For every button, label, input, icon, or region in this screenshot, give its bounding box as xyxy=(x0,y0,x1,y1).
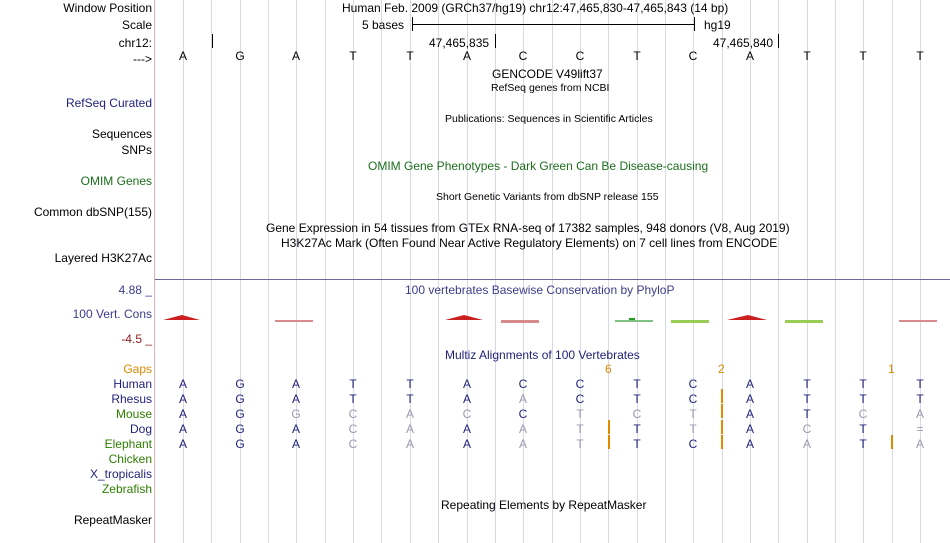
aligned-base: A xyxy=(462,422,471,436)
snps-label[interactable]: SNPs xyxy=(121,143,152,157)
aligned-base: A xyxy=(462,377,471,391)
aligned-base: T xyxy=(916,377,924,391)
cons-peak xyxy=(163,315,200,320)
grid-line xyxy=(211,0,212,543)
cons-peak xyxy=(727,315,767,320)
aligned-base: A xyxy=(405,407,414,421)
aligned-base: A xyxy=(462,437,471,451)
grid-line xyxy=(325,0,326,543)
gencode-track-title[interactable]: GENCODE V49lift37 xyxy=(492,67,603,81)
grid-line xyxy=(665,0,666,543)
publications-track-title: Publications: Sequences in Scientific Articles xyxy=(445,113,653,125)
cons-dip xyxy=(785,320,823,323)
aligned-base: T xyxy=(859,437,867,451)
aligned-base: C xyxy=(688,437,698,451)
reference-base: A xyxy=(178,49,187,63)
aligned-base: T xyxy=(689,422,697,436)
reference-base: C xyxy=(575,49,585,63)
insertion-marker xyxy=(891,435,893,449)
aligned-base: A xyxy=(291,437,300,451)
aligned-base: A xyxy=(745,422,754,436)
ruler-coord-1: 47,465,835 xyxy=(429,36,490,50)
grid-line xyxy=(892,0,893,543)
dbsnp-track-title: Short Genetic Variants from dbSNP release 155 xyxy=(436,191,659,203)
aligned-base: T xyxy=(576,437,584,451)
aligned-base: T xyxy=(406,377,414,391)
scale-label: Scale xyxy=(121,18,152,32)
omim-genes-label[interactable]: OMIM Genes xyxy=(80,174,152,188)
aligned-base: A xyxy=(462,392,471,406)
cons-dip xyxy=(501,320,539,323)
aligned-base: C xyxy=(575,377,585,391)
grid-line xyxy=(410,0,411,543)
reference-base: T xyxy=(916,49,924,63)
species-label-rhesus[interactable]: Rhesus xyxy=(111,392,152,406)
cons-track-title: 100 vertebrates Basewise Conservation by PhyloP xyxy=(405,283,675,297)
aligned-base: G xyxy=(235,392,245,406)
aligned-base: C xyxy=(858,407,868,421)
aligned-base: T xyxy=(859,392,867,406)
aligned-base: A xyxy=(178,377,187,391)
window-position-label: Window Position xyxy=(63,1,152,15)
species-label-zebrafish[interactable]: Zebrafish xyxy=(101,482,152,496)
conservation-plot xyxy=(155,310,950,330)
aligned-base: T xyxy=(406,392,414,406)
aligned-base: A xyxy=(291,377,300,391)
aligned-base: A xyxy=(745,377,754,391)
grid-line xyxy=(920,0,921,543)
cons-dip xyxy=(899,320,937,322)
insertion-marker xyxy=(721,420,723,434)
h3k27ac-track-title: H3K27Ac Mark (Often Found Near Active Regulatory Elements) on 7 cell lines from ENCODE xyxy=(281,236,778,250)
cons-peak xyxy=(629,318,635,320)
cons-dip xyxy=(615,320,653,322)
reference-base: C xyxy=(518,49,528,63)
ruler-coord-2: 47,465,840 xyxy=(713,36,774,50)
grid-line xyxy=(863,0,864,543)
aligned-base: T xyxy=(803,392,811,406)
species-label-dog[interactable]: Dog xyxy=(129,422,152,436)
aligned-base: T xyxy=(349,377,357,391)
grid-line xyxy=(722,0,723,543)
aligned-base: C xyxy=(688,392,698,406)
grid-line xyxy=(693,0,694,543)
aligned-base: A xyxy=(178,437,187,451)
reference-base: T xyxy=(803,49,811,63)
species-label-mouse[interactable]: Mouse xyxy=(115,407,152,421)
reference-base: T xyxy=(633,49,641,63)
aligned-base: C xyxy=(348,437,358,451)
aligned-base: = xyxy=(916,422,924,436)
gaps-label: Gaps xyxy=(123,362,152,376)
refseq-curated-label[interactable]: RefSeq Curated xyxy=(65,96,152,110)
strand-label: ---> xyxy=(133,52,152,66)
label-separator xyxy=(154,0,155,543)
cons-peak xyxy=(445,315,483,320)
insertion-marker xyxy=(721,404,723,418)
aligned-base: A xyxy=(802,437,811,451)
reference-base: G xyxy=(235,49,245,63)
species-label-elephant[interactable]: Elephant xyxy=(104,437,152,451)
aligned-base: T xyxy=(859,377,867,391)
aligned-base: A xyxy=(745,392,754,406)
aligned-base: T xyxy=(349,392,357,406)
grid-line xyxy=(637,0,638,543)
reference-base: A xyxy=(745,49,754,63)
insertion-marker xyxy=(721,389,723,403)
gtex-track-title: Gene Expression in 54 tissues from GTEx RNA-seq of 17382 samples, 948 donors (V8, Aug 2019) xyxy=(266,221,790,235)
aligned-base: A xyxy=(915,407,924,421)
gap-count: 6 xyxy=(605,362,612,376)
aligned-base: T xyxy=(633,392,641,406)
aligned-base: C xyxy=(348,407,358,421)
aligned-base: T xyxy=(916,392,924,406)
aligned-base: G xyxy=(291,407,301,421)
repeatmasker-track-title: Repeating Elements by RepeatMasker xyxy=(441,498,647,512)
grid-line xyxy=(835,0,836,543)
aligned-base: C xyxy=(632,407,642,421)
aligned-base: G xyxy=(235,437,245,451)
aligned-base: A xyxy=(405,437,414,451)
gap-count: 2 xyxy=(718,362,725,376)
sequences-label[interactable]: Sequences xyxy=(91,127,152,141)
h3k27ac-label[interactable]: Layered H3K27Ac xyxy=(54,251,152,265)
dbsnp-label[interactable]: Common dbSNP(155) xyxy=(33,205,152,219)
aligned-base: T xyxy=(633,422,641,436)
aligned-base: A xyxy=(915,437,924,451)
grid-line xyxy=(353,0,354,543)
aligned-base: T xyxy=(633,437,641,451)
scale-bar-right-tick xyxy=(694,17,695,31)
window-position-value[interactable]: Human Feb. 2009 (GRCh37/hg19) chr12:47,465,830-47,465,843 (14 bp) xyxy=(342,1,729,15)
grid-line xyxy=(438,0,439,543)
species-label-chicken[interactable]: Chicken xyxy=(108,452,152,466)
grid-line xyxy=(268,0,269,543)
species-label-x_tropicalis[interactable]: X_tropicalis xyxy=(89,467,152,481)
aligned-base: A xyxy=(178,422,187,436)
aligned-base: A xyxy=(291,422,300,436)
aligned-base: G xyxy=(235,377,245,391)
insertion-marker xyxy=(721,435,723,449)
repeatmasker-label[interactable]: RepeatMasker xyxy=(73,513,152,527)
chrom-label: chr12: xyxy=(118,36,152,50)
aligned-base: T xyxy=(859,422,867,436)
aligned-base: C xyxy=(348,422,358,436)
aligned-base: C xyxy=(518,377,528,391)
grid-line xyxy=(778,0,779,543)
aligned-base: C xyxy=(575,392,585,406)
scale-left-text: 5 bases xyxy=(362,18,405,32)
aligned-base: T xyxy=(689,407,697,421)
aligned-base: G xyxy=(235,422,245,436)
aligned-base: A xyxy=(178,407,187,421)
reference-base: T xyxy=(859,49,867,63)
reference-base: T xyxy=(406,49,414,63)
insertion-marker xyxy=(608,420,610,434)
grid-line xyxy=(807,0,808,543)
aligned-base: C xyxy=(462,407,472,421)
species-label-human[interactable]: Human xyxy=(113,377,152,391)
aligned-base: T xyxy=(576,407,584,421)
insertion-marker xyxy=(608,435,610,449)
cons-label[interactable]: 100 Vert. Cons xyxy=(72,307,152,321)
aligned-base: A xyxy=(518,437,527,451)
grid-line xyxy=(750,0,751,543)
cons-top-value: 4.88 _ xyxy=(118,283,152,297)
ruler-tick xyxy=(778,34,779,48)
scale-right-text: hg19 xyxy=(704,18,731,32)
aligned-base: A xyxy=(518,422,527,436)
aligned-base: C xyxy=(518,407,528,421)
cons-bottom-value: -4.5 _ xyxy=(121,332,152,346)
aligned-base: C xyxy=(802,422,812,436)
cons-dip xyxy=(671,320,709,323)
grid-line xyxy=(240,0,241,543)
aligned-base: A xyxy=(405,422,414,436)
ruler-tick xyxy=(212,34,213,48)
aligned-base: T xyxy=(633,377,641,391)
aligned-base: A xyxy=(178,392,187,406)
grid-line xyxy=(183,0,184,543)
aligned-base: A xyxy=(745,407,754,421)
aligned-base: C xyxy=(688,377,698,391)
reference-base: A xyxy=(462,49,471,63)
aligned-base: G xyxy=(235,407,245,421)
aligned-base: A xyxy=(518,392,527,406)
aligned-base: A xyxy=(291,392,300,406)
omim-track-title: OMIM Gene Phenotypes - Dark Green Can Be Disease-causing xyxy=(368,159,709,173)
reference-base: A xyxy=(291,49,300,63)
ruler-tick xyxy=(495,34,496,48)
h3k27ac-baseline xyxy=(155,279,950,280)
grid-line xyxy=(381,0,382,543)
scale-bar xyxy=(412,24,695,25)
reference-base: T xyxy=(349,49,357,63)
aligned-base: T xyxy=(803,377,811,391)
grid-line xyxy=(296,0,297,543)
multiz-track-title: Multiz Alignments of 100 Vertebrates xyxy=(445,348,640,362)
gap-count: 1 xyxy=(888,362,895,376)
grid-line xyxy=(467,0,468,543)
cons-dip xyxy=(275,320,313,322)
aligned-base: T xyxy=(803,407,811,421)
aligned-base: T xyxy=(576,422,584,436)
aligned-base: A xyxy=(745,437,754,451)
refseq-track-subtitle: RefSeq genes from NCBI xyxy=(491,82,610,94)
reference-base: C xyxy=(688,49,698,63)
